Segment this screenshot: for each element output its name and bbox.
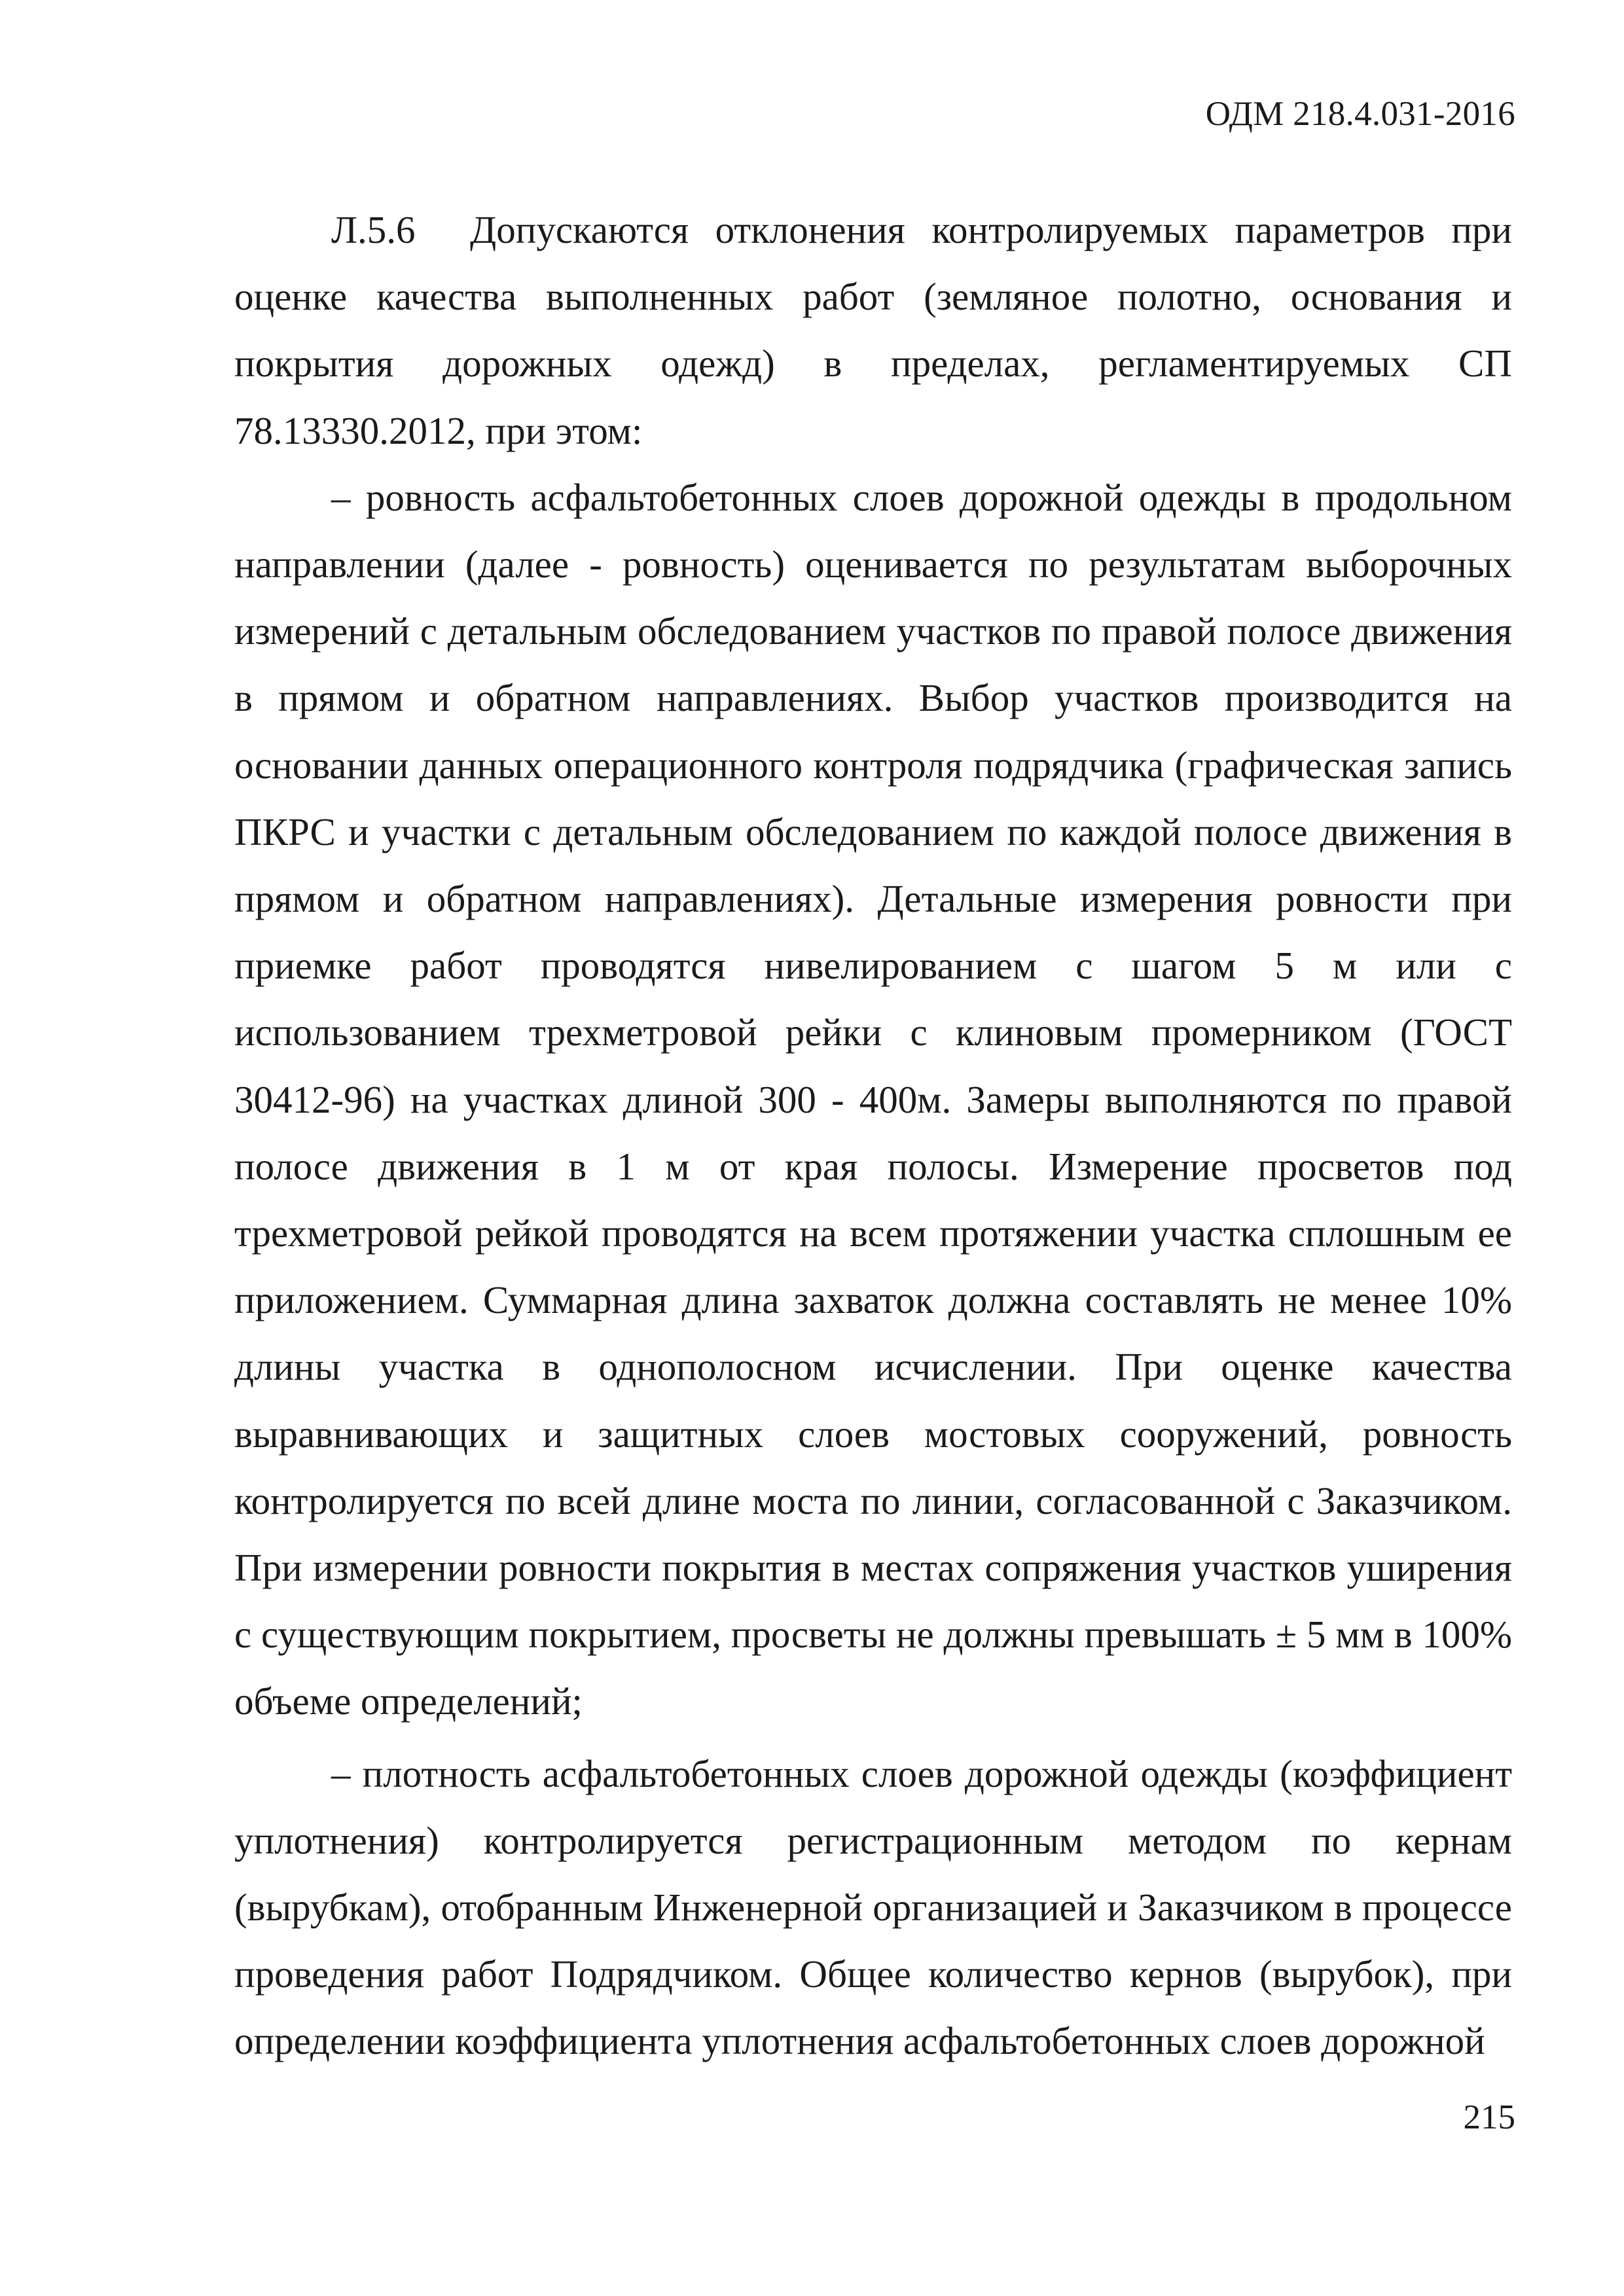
- clause-paragraph: [234, 196, 1512, 464]
- list-item-density: – плотность асфальтобетонных слоев дорожной одежды (коэффициент уплотнения) контролируется регистрационным методом по кернам (вырубкам), отобранным Инженерной организацией и Заказчиком в процессе проведения работ Подрядчиком. Общее количество кернов (вырубок), при определении коэффициента уплотнения асфальтобетонных слоев дорожной: [234, 1751, 1512, 2063]
- page-number: 215: [1463, 2098, 1515, 2136]
- clause-number: Л.5.6: [331, 208, 416, 251]
- document-body: [234, 196, 1512, 2075]
- clause-text: Допускаются отклонения контролируемых параметров при оценке качества выполненных работ (земляное полотно, основания и покрытия дорожных одежд) в пределах, регламентируемых СП 78.13330.2012, при этом:: [234, 208, 1512, 452]
- list-item-evenness: – ровность асфальтобетонных слоев дорожной одежды в продольном направлении (далее - ровность) оценивается по результатам выборочных измерений с детальным обследованием участков по правой полосе движения в прямом и обратном направлениях. Выбор участков производится на основании данных операционного контроля подрядчика (графическая запись ПКРС и участки с детальным обследованием по каждой полосе движения в прямом и обратном направлениях). Детальные измерения ровности при приемке работ проводятся нивелированием с шагом 5 м или с использованием трехметровой рейки с клиновым промерником (ГОСТ 30412-96) на участках длиной 300 - 400м. Замеры выполняются по правой полосе движения в 1 м от края полосы. Измерение просветов под трехметровой рейкой проводятся на всем протяжении участка сплошным ее приложением. Суммарная длина захваток должна составлять не менее 10% длины участка в однополосном исчислении. При оценке качества выравнивающих и защитных слоев мостовых сооружений, ровность контролируется по всей длине моста по линии, согласованной с Заказчиком. При измерении ровности покрытия в местах сопряжения участков уширения с существующим покрытием, просветы не должны превышать ± 5 мм в 100% объеме определений;: [234, 475, 1512, 1723]
- document-code-header: ОДМ 218.4.031-2016: [1205, 95, 1515, 133]
